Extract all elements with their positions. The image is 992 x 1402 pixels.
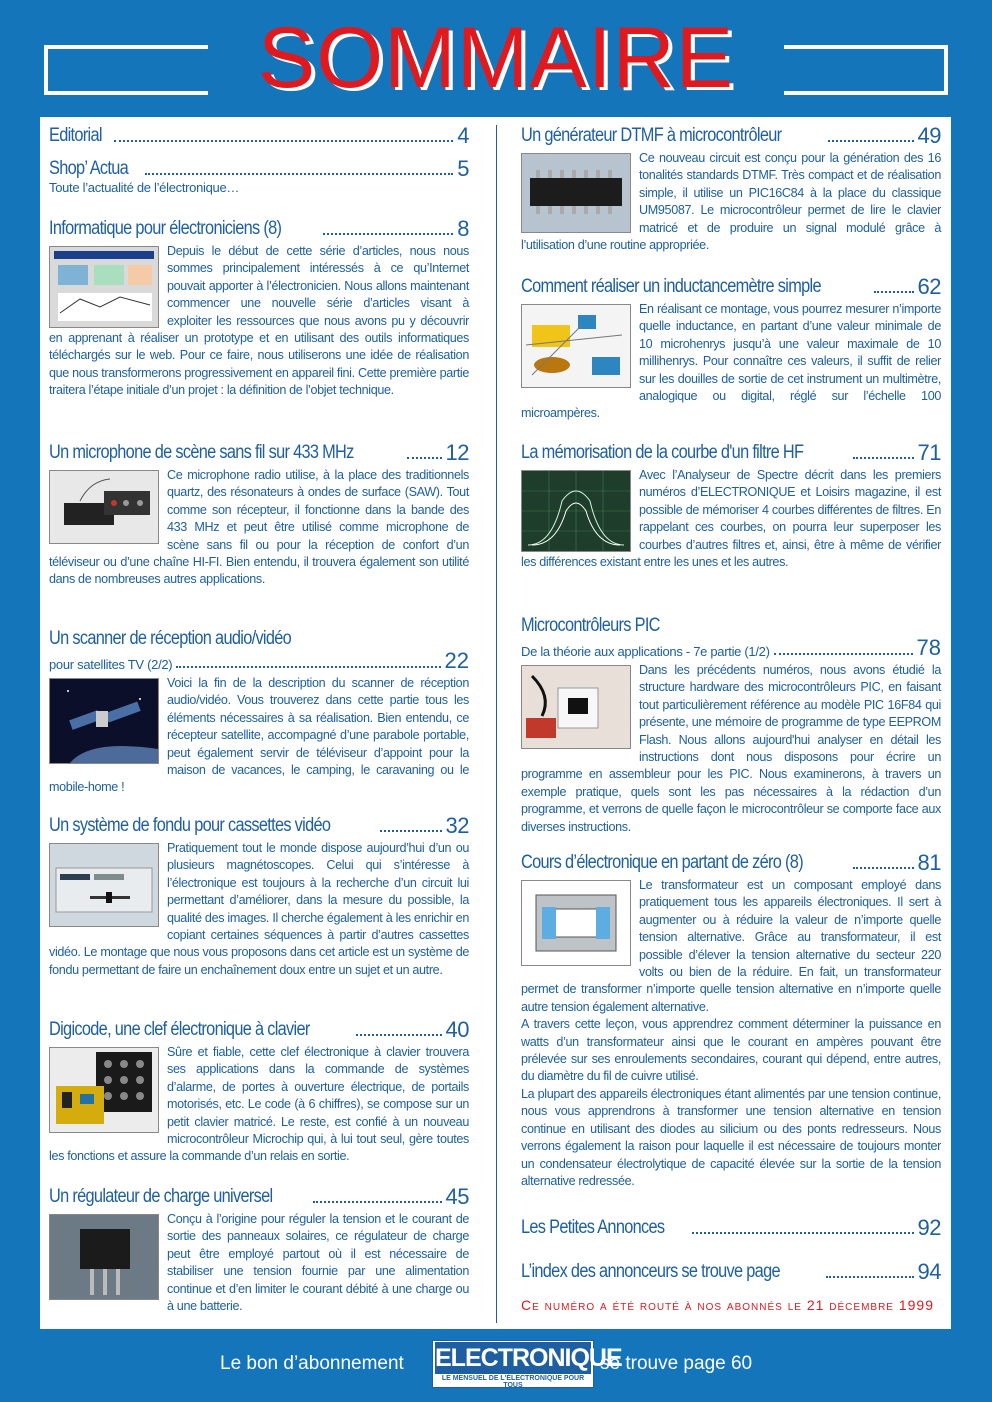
toc-entry-informatique[interactable] bbox=[49, 218, 469, 400]
entry-page: 81 bbox=[917, 850, 941, 875]
toc-entry-editorial[interactable] bbox=[49, 125, 469, 147]
toc-entry-index-annonceurs[interactable] bbox=[521, 1261, 941, 1283]
entry-title[interactable]: Un générateur DTMF à microcontrôleur bbox=[521, 125, 782, 146]
spectrum-analyzer-photo bbox=[521, 470, 631, 552]
video-fader-photo bbox=[49, 843, 159, 927]
entry-title[interactable]: Un microphone de scène sans fil sur 433 MHz bbox=[49, 442, 354, 463]
subscription-text-start: Le bon d’abonnement bbox=[220, 1353, 404, 1374]
entry-page: 12 bbox=[445, 440, 469, 465]
column-divider bbox=[496, 125, 497, 1323]
satellite-photo bbox=[49, 678, 159, 764]
entry-description: Pratiquement tout le monde dispose aujourd’hui d’un ou plusieurs magnétoscopes. Celui qui s’intéresse à l’électronique est toujours à la recherche d’un circuit lui permettant d’améliorer, dans la mesure du possible, la qualité des images. Il cherche également à les enrichir en copiant certaines séquences à partir d’autres cassettes vidéo. Le montage que nous vous proposons dans cet article est un système de fondu permettant de faire un enchaînement doux entre un sujet et un autre. bbox=[49, 841, 469, 977]
entry-page: 40 bbox=[445, 1017, 469, 1042]
dtmf-chip-photo bbox=[521, 153, 631, 233]
entry-title[interactable]: Un scanner de réception audio/vidéo bbox=[49, 628, 292, 649]
entry-page: 22 bbox=[444, 648, 469, 673]
entry-title[interactable]: Microcontrôleurs PIC bbox=[521, 615, 660, 636]
entry-description: Le transformateur est un composant employé dans pratiquement tous les appareils électroniques. Il sert à augmenter ou à réduire la valeur de n’importe quelle tension alternative. Grâce au transformateur, il est possible d’élever la tension alternative du secteur 220 volts ou bien de la réduire. En fait, un transformateur permet de transformer n’importe quelle tension alternative en n’importe quelle autre tension également alternative. bbox=[521, 878, 941, 1014]
entry-description: Ce nouveau circuit est conçu pour la génération des 16 tonalités standards DTMF. Très compact et de réalisation simple, il utilise un PIC16C84 à la place du classique UM95087. Le microcontrôleur permet de lire le clavier matricé et de produire un signal modulé grâce à l’utilisation d’une routine appropriée. bbox=[521, 151, 941, 253]
subscription-text-end: se trouve page 60 bbox=[600, 1353, 753, 1374]
entry-page: 78 bbox=[916, 635, 941, 660]
entry-page: 71 bbox=[917, 440, 941, 465]
entry-subtitle: pour satellites TV (2/2) bbox=[49, 657, 173, 672]
toc-entry-inductancemetre[interactable] bbox=[521, 276, 941, 423]
entry-page: 62 bbox=[917, 274, 941, 299]
entry-description: A travers cette leçon, vous apprendrez comment déterminer la puissance en watts d’un transformateur ainsi que le courant en ampères pouvant être prélevée sur ses enroulements secondaires, courant qui dépend, entre autres, du diamètre du fil de cuivre utilisé. bbox=[521, 1017, 941, 1084]
toc-entry-microphone[interactable] bbox=[49, 442, 469, 589]
toc-entry-dtmf[interactable] bbox=[521, 125, 941, 254]
entry-title[interactable]: Un système de fondu pour cassettes vidéo bbox=[49, 815, 331, 836]
entry-subtitle: Toute l’actualité de l’électronique… bbox=[49, 180, 240, 195]
entry-description: Dans les précédents numéros, nous avons étudié la structure hardware des microcontrôleurs PIC, en faisant tout particulièrement référence au modèle PIC 16F84 qui présente, une mémoire de programme de type EEPROM Flash. Nous allons aujourd'hui analyser en détail les instructions dont nous disposons pour écrire un programme en assembleur pour les PIC. Nous examinerons, à travers un exemple pratique, quels sont les pas nécessaires à la rédaction d’un programme, et verrons de quelle façon le microcontrôleur se comporte face aux diverses instructions. bbox=[521, 663, 941, 834]
toc-entry-digicode[interactable] bbox=[49, 1019, 469, 1166]
pic-programmer-photo bbox=[521, 665, 631, 749]
subscription-banner bbox=[0, 1337, 992, 1389]
entry-description: La plupart des appareils électroniques étant alimentés par une tension continue, nous vous apprendrons à transformer une tension alternative en tension continue en utilisant des diodes au silicium ou des ponts redresseurs. Nous verrons également la raison pour laquelle il est nécessaire de toujours monter un condensateur électrolytique de capacité élevée sur la sortie de la tension alternative redressée. bbox=[521, 1086, 941, 1188]
entry-page: 8 bbox=[457, 216, 469, 241]
software-screenshot-image bbox=[49, 246, 159, 328]
entry-description: Sûre et fiable, cette clef électronique à clavier trouvera ses applications dans la commande de systèmes d’alarme, de portes à ouverture électrique, de portails motorisés, etc. Le code (à 6 chiffres), se compose sur un petit clavier matricé. Le reste, est confié à un nouveau microcontrôleur Microchip qui, à lui tout seul, gère toutes les fonctions et assure la commande d’un relais en sortie. bbox=[49, 1045, 469, 1164]
entry-description: Ce microphone radio utilise, à la place des traditionnels quartz, des résonateurs à ondes de surface (SAW). Tout comme son récepteur, il fonctionne dans la bande des 433 MHz et peut être utilisé comme microphone de scène sans fil ou pour la réception de confort d’un téléviseur ou d’une chaîne HI-FI. Bien entendu, il trouvera également son utilité dans de nombreuses autres applications. bbox=[49, 468, 469, 587]
microphone-photo bbox=[49, 470, 159, 544]
entry-subtitle: De la théorie aux applications - 7e partie (1/2) bbox=[521, 644, 770, 659]
entry-page: 32 bbox=[445, 813, 469, 838]
entry-title[interactable]: Cours d’électronique en partant de zéro (8) bbox=[521, 852, 803, 873]
keypad-photo bbox=[49, 1047, 159, 1133]
entry-description: Depuis le début de cette série d’articles, nous nous sommes principalement intéressés à ce qu’Internet pouvait apporter à l’électronicien. Nous allons maintenant commencer une nouvelle série d’articles visant à exploiter les ressources que nous avons pu y découvrir en apprenant à réaliser un prototype et en utilisant des outils informatiques téléchargés sur le web. Pour ce faire, nous utiliserons une idée de réalisation que nous transformerons progressivement en appareil fini. Cette première partie traitera l’étape initiale d’un projet : la définition de l’objet technique. bbox=[49, 244, 469, 398]
entry-description: Avec l’Analyseur de Spectre décrit dans les premiers numéros d’ELECTRONIQUE et Loisirs magazine, il est possible de mémoriser 4 courbes différentes de filtres. En rappelant ces courbes, on pourra leur superposer les courbes d’autres filtres et, ainsi, être à même de vérifier les différences existant entre les unes et les autres. bbox=[521, 468, 941, 570]
regulator-photo bbox=[49, 1214, 159, 1300]
entry-page: 49 bbox=[917, 123, 941, 148]
entry-page: 92 bbox=[917, 1215, 941, 1240]
transformer-illustration bbox=[521, 880, 631, 966]
page-title: SOMMAIRE bbox=[257, 10, 735, 106]
entry-page: 5 bbox=[457, 156, 469, 181]
entry-page: 45 bbox=[445, 1184, 469, 1209]
entry-description: Voici la fin de la description du scanner de réception audio/vidéo. Vous trouverez dans cette partie tous les éléments nécessaires à sa réalisation. Bien entendu, ce récepteur satellite, accompagné d’une parabole portable, peut également servir de téléviseur d’appoint pour la maison de vacances, le camping, le caravaning ou le mobile-home ! bbox=[49, 676, 469, 795]
entry-title[interactable]: Les Petites Annonces bbox=[521, 1217, 665, 1238]
entry-page: 4 bbox=[457, 123, 469, 148]
entry-title[interactable]: Comment réaliser un inductancemètre simple bbox=[521, 276, 821, 297]
entry-title[interactable]: Editorial bbox=[49, 125, 102, 146]
toc-entry-cours-electronique[interactable] bbox=[521, 852, 941, 1190]
entry-description: Conçu à l’origine pour réguler la tension et le courant de sortie des panneaux solaires, ce régulateur de charge peut être employé partout où il est nécessaire de stabiliser une tension fournie par une alimentation continue et d’en limiter le courant débité à une charge ou à une batterie. bbox=[167, 1212, 469, 1314]
toc-entry-filtre-hf[interactable] bbox=[521, 442, 941, 571]
magazine-logo: ELECTRONIQUE LE MENSUEL DE L'ÉLECTRONIQUE POUR TOUS bbox=[432, 1340, 594, 1388]
entry-description: En réalisant ce montage, vous pourrez mesurer n’importe quelle inductance, en partant d’une valeur minimale de 10 microhenrys jusqu’à une valeur maximale de 10 millihenrys. Pour connaître ces valeurs, il suffit de relier sur les douilles de sortie de cet instrument un multimètre, analogique ou digital, réglé sur l’échelle 100 microampères. bbox=[521, 302, 941, 421]
toc-entry-scanner[interactable] bbox=[49, 628, 469, 797]
toc-entry-fondu[interactable] bbox=[49, 815, 469, 979]
toc-entry-petites-annonces[interactable] bbox=[521, 1217, 941, 1239]
entry-page: 94 bbox=[917, 1259, 941, 1284]
toc-entry-microcontroleurs-pic[interactable] bbox=[521, 615, 941, 836]
entry-title[interactable]: Un régulateur de charge universel bbox=[49, 1186, 273, 1207]
header bbox=[0, 0, 992, 120]
entry-title[interactable]: Digicode, une clef électronique à clavier bbox=[49, 1019, 310, 1040]
inductance-meter-photo bbox=[521, 304, 631, 388]
toc-entry-shop-actua[interactable] bbox=[49, 158, 469, 195]
toc-entry-regulateur[interactable] bbox=[49, 1186, 469, 1315]
entry-title[interactable]: Shop’ Actua bbox=[49, 158, 129, 179]
entry-title[interactable]: La mémorisation de la courbe d'un filtre HF bbox=[521, 442, 804, 463]
mailing-note: Ce numéro a été routé à nos abonnés le 21 décembre 1999 bbox=[521, 1297, 934, 1313]
entry-title[interactable]: L’index des annonceurs se trouve page bbox=[521, 1261, 780, 1282]
entry-title[interactable]: Informatique pour électroniciens (8) bbox=[49, 218, 282, 239]
